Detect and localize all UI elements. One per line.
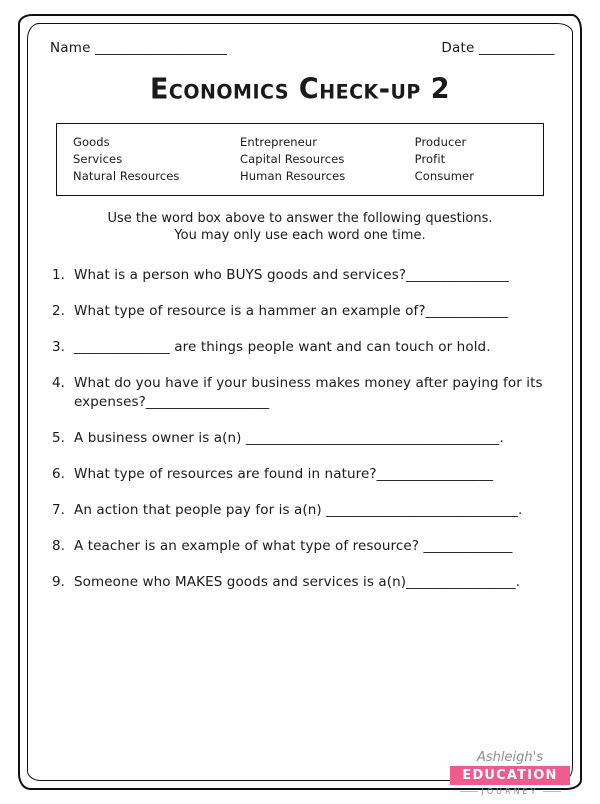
question-number: 6. — [52, 466, 65, 482]
question-text: A business owner is a(n) _____________________________________. — [74, 430, 504, 446]
logo-bottom-text: JOURNEY — [481, 787, 539, 796]
question-item[interactable] — [52, 501, 552, 520]
question-item[interactable] — [52, 338, 552, 357]
question-text: What do you have if your business makes money after paying for its expenses?__________________ — [74, 375, 543, 410]
question-number: 4. — [52, 375, 65, 391]
name-field[interactable] — [50, 40, 226, 56]
question-text: What type of resources are found in nature?_________________ — [74, 466, 494, 482]
question-number: 9. — [52, 574, 65, 590]
question-number: 3. — [52, 339, 65, 355]
question-text: What type of resource is a hammer an example of?____________ — [74, 303, 508, 319]
name-blank-line: _____________________ — [95, 40, 227, 56]
question-text: An action that people pay for is a(n) ____________________________. — [74, 502, 523, 518]
word-item: Producer — [414, 135, 467, 149]
word-box-column-1 — [57, 134, 224, 185]
question-number: 1. — [52, 267, 65, 283]
instructions — [42, 210, 558, 244]
word-item: Services — [73, 152, 123, 166]
question-number: 7. — [52, 502, 65, 518]
word-box-column-3 — [399, 134, 543, 185]
logo-rule-left — [460, 791, 478, 792]
question-item[interactable] — [52, 429, 552, 448]
question-item[interactable] — [52, 266, 552, 285]
date-label: Date — [441, 40, 475, 56]
word-item: Entrepreneur — [240, 135, 318, 149]
name-date-row — [42, 34, 558, 56]
word-box — [56, 123, 544, 196]
date-field[interactable] — [441, 40, 554, 56]
word-item: Capital Resources — [240, 152, 345, 166]
date-blank-line: ____________ — [479, 40, 554, 56]
logo-middle-text: EDUCATION — [450, 766, 570, 785]
logo-rule-right — [543, 791, 561, 792]
question-item[interactable] — [52, 302, 552, 321]
word-item: Goods — [73, 135, 110, 149]
instructions-line-2: You may only use each word one time. — [174, 228, 426, 243]
page-title: Economics Check-up 2 — [149, 73, 451, 106]
name-label: Name — [50, 40, 91, 56]
questions-list — [42, 266, 558, 592]
question-number: 8. — [52, 538, 65, 554]
question-text: Someone who MAKES goods and services is a(n)________________. — [74, 574, 521, 590]
logo-top-text: Ashleigh's — [477, 750, 543, 765]
question-item[interactable] — [52, 465, 552, 484]
word-item: Human Resources — [240, 169, 346, 183]
question-text: What is a person who BUYS goods and services?_______________ — [74, 267, 509, 283]
question-item[interactable] — [52, 374, 552, 412]
word-box-column-2 — [224, 134, 399, 185]
question-number: 5. — [52, 430, 65, 446]
question-text: ______________ are things people want and can touch or hold. — [74, 339, 491, 355]
question-item[interactable] — [52, 537, 552, 556]
question-text: A teacher is an example of what type of resource? _____________ — [74, 538, 513, 554]
question-number: 2. — [52, 303, 65, 319]
logo-bottom — [450, 787, 570, 796]
brand-logo — [450, 751, 570, 796]
instructions-line-1: Use the word box above to answer the following questions. — [107, 211, 493, 226]
word-item: Profit — [414, 152, 446, 166]
question-item[interactable] — [52, 573, 552, 592]
worksheet-content — [42, 34, 558, 770]
word-item: Natural Resources — [73, 169, 180, 183]
word-item: Consumer — [414, 169, 475, 183]
